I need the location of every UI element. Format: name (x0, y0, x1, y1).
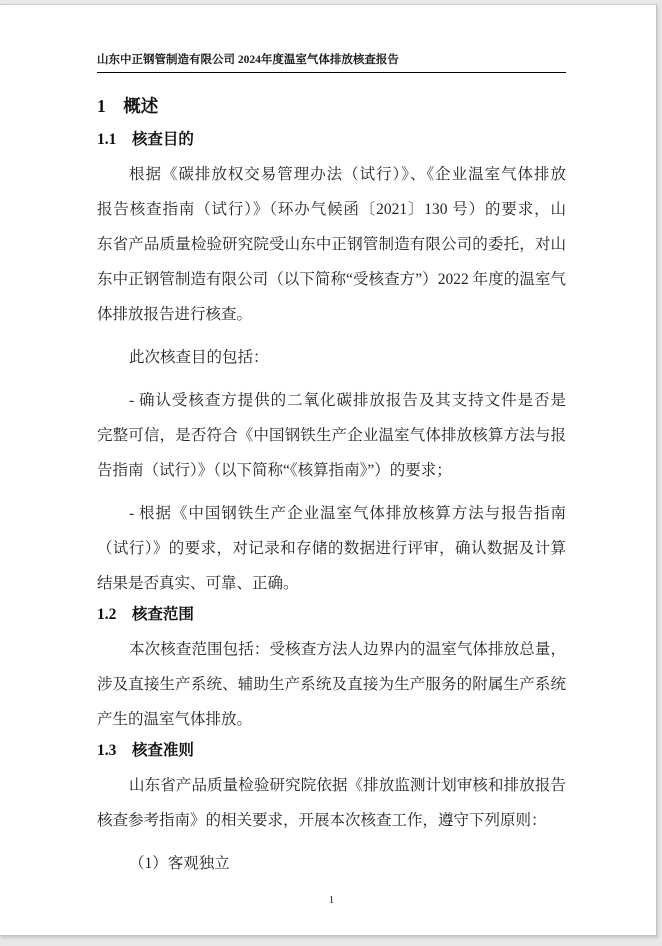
text-line: - 确认受核查方提供的二氧化碳排放报告及其支持文件是否是 (129, 392, 566, 409)
paragraph (97, 496, 566, 601)
text-line: 根据《碳排放权交易管理办法（试行）》、《企业温室气体排放 (129, 166, 566, 183)
page-number: 1 (328, 894, 335, 906)
text-line: - 根据《中国钢铁生产企业温室气体排放核算方法与报告指南 (129, 505, 566, 522)
text-line: 产生的温室气体排放。 (97, 711, 253, 728)
text-line: 告指南（试行）》（以下简称“《核算指南》”）的要求； (97, 462, 452, 479)
text-line: 核查参考指南》的相关要求，开展本次核查工作，遵守下列原则： (97, 812, 547, 829)
document-body (97, 97, 566, 881)
running-header: 山东中正钢管制造有限公司 2024年度温室气体排放核查报告 (97, 53, 566, 73)
text-line: 报告核查指南（试行）》（环办气候函〔2021〕130 号）的要求，山 (97, 201, 566, 218)
text-line: 完整可信，是否符合《中国钢铁生产企业温室气体排放核算方法与报 (97, 427, 566, 444)
paragraph (97, 846, 566, 881)
paragraph (97, 157, 566, 332)
text-line: 涉及直接生产系统、辅助生产系统及直接为生产服务的附属生产系统 (97, 676, 566, 693)
paragraph (97, 383, 566, 488)
text-line: 结果是否真实、可靠、正确。 (97, 575, 299, 592)
text-line: 体排放报告进行核查。 (97, 306, 253, 323)
text-line: 此次核查目的包括： (129, 349, 269, 366)
paragraph (97, 632, 566, 737)
section-heading: 1.1 核查目的 (97, 131, 194, 148)
text-line: 东中正钢管制造有限公司（以下简称“受核查方”）2022 年度的温室气 (97, 271, 566, 288)
page-content (97, 53, 566, 907)
paragraph (97, 340, 566, 375)
text-line: 东省产品质量检验研究院受山东中正钢管制造有限公司的委托，对山 (97, 236, 566, 253)
document-page (0, 4, 657, 936)
section-heading: 1.2 核查范围 (97, 606, 194, 623)
paragraph (97, 768, 566, 838)
text-line: （1）客观独立 (129, 855, 230, 872)
section-heading: 1.3 核查准则 (97, 742, 194, 759)
text-line: 本次核查范围包括：受核查方法人边界内的温室气体排放总量， (129, 641, 566, 658)
text-line: 山东省产品质量检验研究院依据《排放监测计划审核和排放报告 (129, 777, 566, 794)
text-line: （试行）》的要求，对记录和存储的数据进行评审，确认数据及计算 (97, 540, 566, 557)
section-heading: 1 概述 (97, 96, 159, 116)
